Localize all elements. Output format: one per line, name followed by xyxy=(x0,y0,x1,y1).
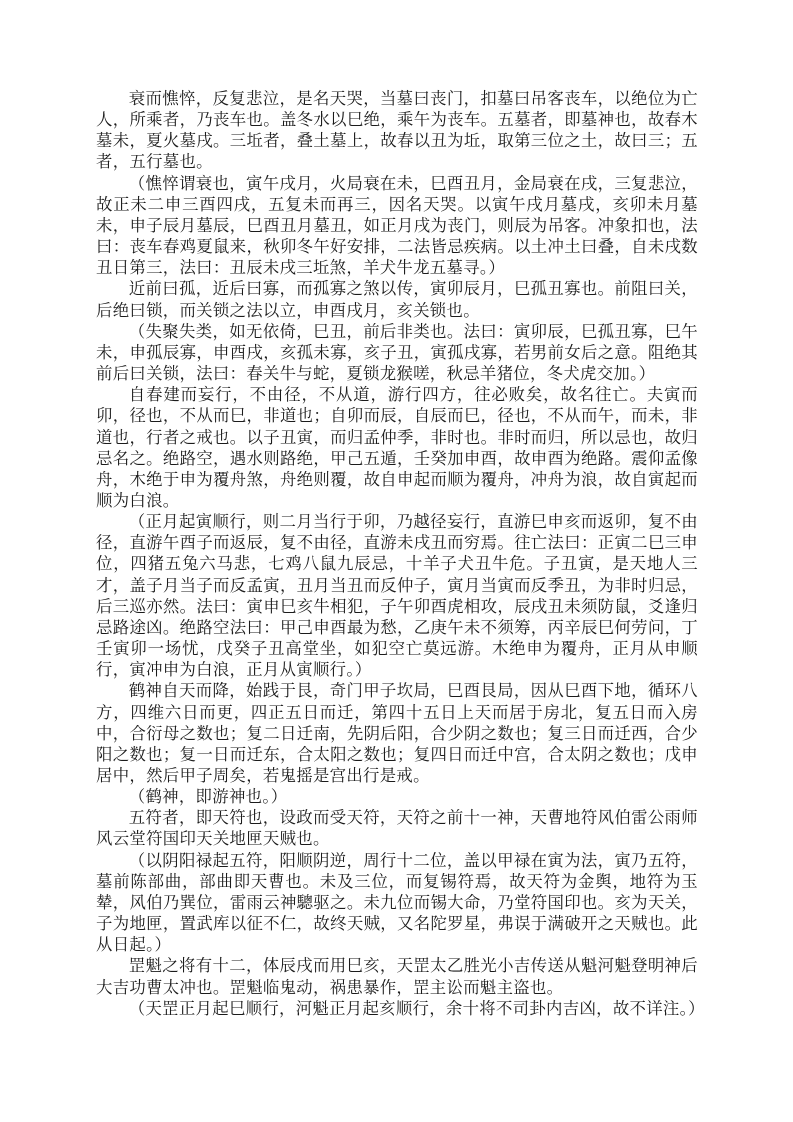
paragraph-body-tianku: 衰而憔悴，反复悲泣，是名天哭，当墓曰丧门，扣墓曰吊客丧车，以绝位为亡人，所乘者，乃丧车也。盖冬水以巳绝，乘午为丧车。五墓者，即墓神也，故春木墓未，夏火墓戌。三坵者，叠土墓上，故春以丑为坵，取第三位之土，故曰三；五者，五行墓也。 xyxy=(96,89,698,172)
paragraph-commentary-wufu: （以阴阳禄起五符，阳顺阴逆，周行十二位，盖以甲禄在寅为法，寅乃五符，墓前陈部曲，部曲即天曹也。未及三位，而复锡符焉，故天符为金舆，地符为玉辇，风伯乃巽位，雷雨云神驄驱之。未九位而锡大命，乃堂符国印也。亥为天关，子为地匣，置武库以征不仁，故终天贼，又名陀罗星，弗误于满破开之天贼也。此从日起。） xyxy=(96,850,698,955)
paragraph-body-wufu: 五符者，即天符也，设政而受天符，天符之前十一神，天曹地符风伯雷公雨师风云堂符国印天关地匣天贼也。 xyxy=(96,808,698,849)
paragraph-body-gugua: 近前曰孤，近后曰寡，而孤寡之煞以传，寅卯辰月，巳孤丑寡也。前阻曰关，后绝曰锁，而关锁之法以立，申酉戌月，亥关锁也。 xyxy=(96,279,698,320)
text-block xyxy=(96,88,705,1019)
paragraph-commentary-tianku: （憔悴谓衰也，寅午戌月，火局衰在未，巳酉丑月，金局衰在戌，三复悲泣，故正未二申三酉四戌，五复未而再三，因名天哭。以寅午戌月墓戌，亥卯未月墓未，申子辰月墓辰，巳酉丑月墓丑，如正月戌为丧门，则辰为吊客。冲象扣也，法曰：丧车春鸡夏鼠来，秋卯冬午好安排，二法皆忌疾病。以土冲土曰叠，自未戌数丑日第三，法曰：丑辰未戌三坵煞，羊犬牛龙五墓寻。） xyxy=(96,173,698,278)
paragraph-body-gangkui: 罡魁之将有十二，体辰戌而用巳亥，天罡太乙胜光小吉传送从魁河魁登明神后大吉功曹太冲也。罡魁临鬼动，祸患暴作，罡主讼而魁主盗也。 xyxy=(96,956,698,997)
paragraph-body-wangwang: 自春建而妄行，不由径，不从道，游行四方，往必败矣，故名往亡。夫寅而卯，径也，不从而巳，非道也；自卯而辰，自辰而巳，径也，不从而午，而未，非道也，行者之戒也。以子丑寅，而归孟仲季，非时也。非时而归，所以忌也，故归忌名之。绝路空，遇水则路绝，甲己五遁，壬癸加申酉，故申酉为绝路。震仰孟像舟，木绝于申为覆舟煞，舟绝则覆，故自申起而顺为覆舟，冲舟为浪，故自寅起而顺为白浪。 xyxy=(96,385,698,510)
paragraph-commentary-heshen: （鹤神，即游神也。） xyxy=(128,787,288,807)
paragraph-commentary-wangwang: （正月起寅顺行，则二月当行于卯，乃越径妄行，直游巳申亥而返卯，复不由径，直游午酉子而返辰，复不由径，直游未戌丑而穷焉。往亡法曰：正寅二巳三申位，四猪五兔六马悲，七鸡八鼠九辰忌，十羊子犬丑牛危。子丑寅，是天地人三才，盖子月当子而反孟寅，丑月当丑而反仲子，寅月当寅而反季丑，为非时归忌，后三巡亦然。法曰：寅申巳亥牛相犯，子午卯酉虎相攻，辰戌丑未须防鼠，爻逢归忌路途凶。绝路空法曰：甲己申酉最为愁，乙庚午未不须筹，丙辛辰巳何劳问，丁壬寅卯一场忧，戊癸子丑高堂坐，如犯空亡莫远游。木绝申为覆舟，正月从申顺行，寅冲申为白浪，正月从寅顺行。） xyxy=(96,512,698,680)
paragraph-commentary-gangkui: （天罡正月起巳顺行，河魁正月起亥顺行，余十将不司卦内吉凶，故不详注。） xyxy=(128,998,705,1018)
paragraph-commentary-gugua: （失聚失类，如无依倚，巳丑，前后非类也。法曰：寅卯辰，巳孤丑寡，巳午未，申孤辰寡，申酉戌，亥孤未寡，亥子丑，寅孤戌寡，若男前女后之意。阻绝其前后曰关锁，法曰：春关牛与蛇，夏锁龙猴嗟，秋忌羊猪位，冬犬虎交加。） xyxy=(96,321,698,384)
paragraph-body-heshen: 鹤神自天而降，始践于艮，奇门甲子坎局，巳酉艮局，因从巳酉下地，循环八方，四维六日而更，四正五日而迁，第四十五日上天而居于房北，复五日而入房中，合衍母之数也；复二日迁南，先阴后阳，合少阴之数也；复三日而迁西，合少阳之数也；复一日而迁东，合太阳之数也；复四日而迁中宫，合太阴之数也；戊申居中，然后甲子周矣，若鬼摇是宫出行是戒。 xyxy=(96,681,698,785)
